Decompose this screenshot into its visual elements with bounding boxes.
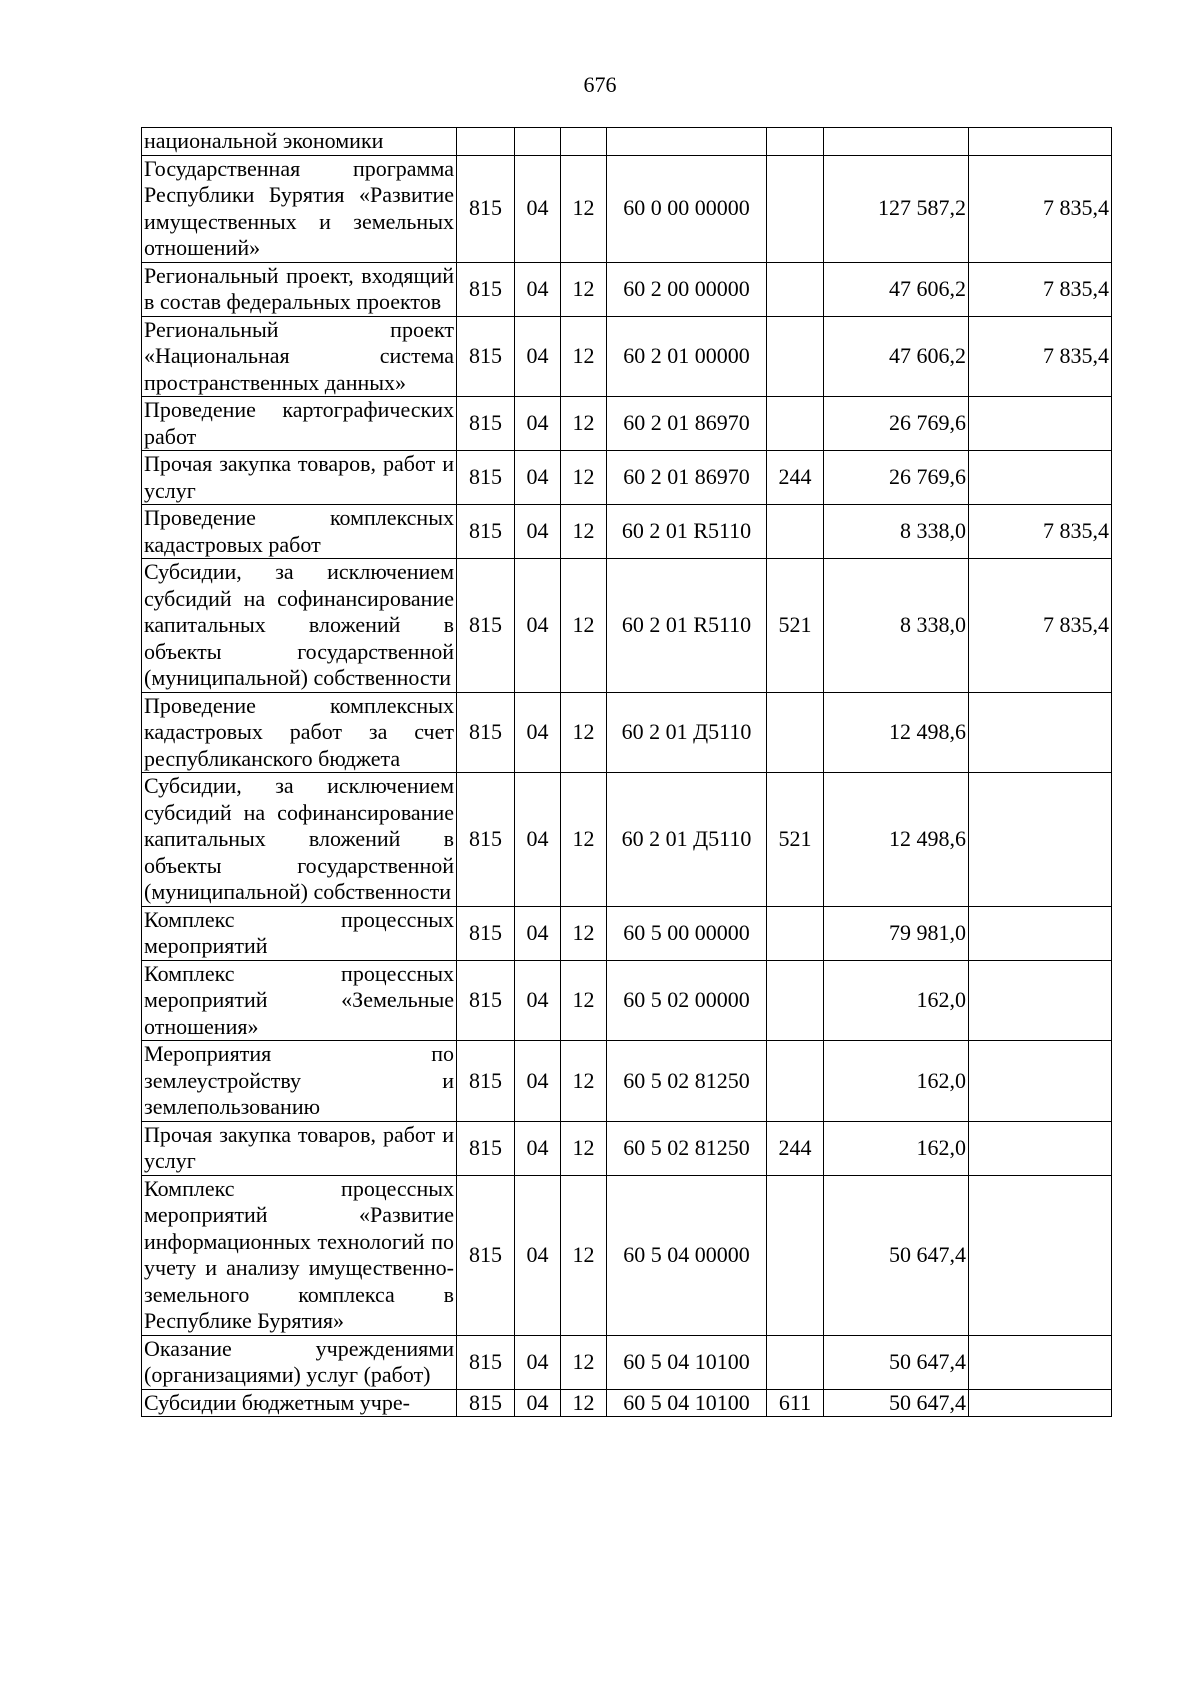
section-code: 04 [515,451,561,505]
federal-amount [969,397,1112,451]
budget-item-name: Субсидии, за исключением субсидий на софинансирование капитальных вложений в объекты государственной (муниципальной) собственности [142,559,457,693]
target-article-code: 60 2 01 86970 [607,451,767,505]
ministry-code: 815 [457,773,515,907]
total-amount: 162,0 [824,1041,969,1122]
subsection-code: 12 [561,960,607,1041]
target-article-code: 60 2 00 00000 [607,262,767,316]
subsection-code [561,128,607,156]
total-amount: 26 769,6 [824,451,969,505]
subsection-code: 12 [561,692,607,773]
target-article-code: 60 5 00 00000 [607,906,767,960]
table-row [142,262,1112,316]
subsection-code: 12 [561,262,607,316]
budget-item-name: Проведение картографических работ [142,397,457,451]
subsection-code: 12 [561,906,607,960]
federal-amount: 7 835,4 [969,559,1112,693]
budget-item-name: Комплекс процессных мероприятий [142,906,457,960]
target-article-code: 60 5 02 81250 [607,1041,767,1122]
budget-table-body [142,128,1112,1417]
subsection-code: 12 [561,1175,607,1335]
budget-item-name: Проведение комплексных кадастровых работ [142,505,457,559]
ministry-code: 815 [457,451,515,505]
expense-type-code [767,906,824,960]
subsection-code: 12 [561,451,607,505]
table-row [142,1175,1112,1335]
federal-amount [969,773,1112,907]
subsection-code: 12 [561,1335,607,1389]
budget-item-name: национальной экономики [142,128,457,156]
total-amount: 127 587,2 [824,155,969,262]
ministry-code: 815 [457,559,515,693]
page-number: 676 [583,72,617,97]
ministry-code: 815 [457,505,515,559]
expense-type-code [767,1335,824,1389]
total-amount: 8 338,0 [824,559,969,693]
total-amount: 162,0 [824,960,969,1041]
table-row [142,773,1112,907]
table-row [142,316,1112,397]
total-amount: 47 606,2 [824,262,969,316]
ministry-code: 815 [457,1335,515,1389]
section-code: 04 [515,906,561,960]
subsection-code: 12 [561,1041,607,1122]
budget-item-name: Субсидии бюджетным учре- [142,1389,457,1417]
section-code: 04 [515,1121,561,1175]
expense-type-code: 244 [767,1121,824,1175]
section-code: 04 [515,1389,561,1417]
ministry-code: 815 [457,1175,515,1335]
total-amount: 8 338,0 [824,505,969,559]
total-amount: 79 981,0 [824,906,969,960]
target-article-code: 60 5 02 81250 [607,1121,767,1175]
budget-item-name: Прочая закупка товаров, работ и услуг [142,1121,457,1175]
target-article-code: 60 2 01 R5110 [607,505,767,559]
table-row [142,1335,1112,1389]
ministry-code: 815 [457,1389,515,1417]
target-article-code: 60 2 01 00000 [607,316,767,397]
total-amount: 162,0 [824,1121,969,1175]
ministry-code: 815 [457,316,515,397]
section-code: 04 [515,773,561,907]
target-article-code: 60 5 02 00000 [607,960,767,1041]
ministry-code: 815 [457,906,515,960]
federal-amount [969,960,1112,1041]
target-article-code: 60 2 01 Д5110 [607,692,767,773]
federal-amount: 7 835,4 [969,262,1112,316]
federal-amount [969,1389,1112,1417]
section-code: 04 [515,1175,561,1335]
table-row [142,906,1112,960]
federal-amount [969,1175,1112,1335]
section-code: 04 [515,1041,561,1122]
total-amount: 47 606,2 [824,316,969,397]
table-row [142,128,1112,156]
subsection-code: 12 [561,1121,607,1175]
ministry-code [457,128,515,156]
subsection-code: 12 [561,505,607,559]
budget-item-name: Оказание учреждениями (организациями) услуг (работ) [142,1335,457,1389]
target-article-code: 60 5 04 00000 [607,1175,767,1335]
budget-item-name: Субсидии, за исключением субсидий на софинансирование капитальных вложений в объекты государственной (муниципальной) собственности [142,773,457,907]
target-article-code: 60 5 04 10100 [607,1389,767,1417]
expense-type-code [767,505,824,559]
expense-type-code: 611 [767,1389,824,1417]
expense-type-code [767,155,824,262]
target-article-code [607,128,767,156]
federal-amount [969,1041,1112,1122]
table-row [142,155,1112,262]
federal-amount [969,128,1112,156]
expense-type-code [767,316,824,397]
expense-type-code [767,692,824,773]
expense-type-code [767,262,824,316]
federal-amount: 7 835,4 [969,316,1112,397]
subsection-code: 12 [561,559,607,693]
total-amount: 12 498,6 [824,773,969,907]
budget-item-name: Мероприятия по землеустройству и землепользованию [142,1041,457,1122]
table-row [142,1121,1112,1175]
federal-amount: 7 835,4 [969,155,1112,262]
expense-type-code [767,128,824,156]
ministry-code: 815 [457,1041,515,1122]
ministry-code: 815 [457,155,515,262]
table-row [142,1041,1112,1122]
target-article-code: 60 0 00 00000 [607,155,767,262]
table-row [142,559,1112,693]
ministry-code: 815 [457,960,515,1041]
section-code: 04 [515,559,561,693]
target-article-code: 60 2 01 86970 [607,397,767,451]
federal-amount [969,692,1112,773]
subsection-code: 12 [561,1389,607,1417]
target-article-code: 60 5 04 10100 [607,1335,767,1389]
total-amount: 50 647,4 [824,1389,969,1417]
subsection-code: 12 [561,773,607,907]
ministry-code: 815 [457,262,515,316]
section-code [515,128,561,156]
expense-type-code [767,960,824,1041]
table-row [142,692,1112,773]
federal-amount [969,1121,1112,1175]
budget-item-name: Комплекс процессных мероприятий «Земельные отношения» [142,960,457,1041]
expense-type-code [767,397,824,451]
section-code: 04 [515,397,561,451]
federal-amount [969,906,1112,960]
budget-item-name: Региональный проект «Национальная система пространственных данных» [142,316,457,397]
federal-amount [969,1335,1112,1389]
federal-amount [969,451,1112,505]
section-code: 04 [515,155,561,262]
table-row [142,397,1112,451]
section-code: 04 [515,316,561,397]
budget-table [141,127,1112,1417]
subsection-code: 12 [561,397,607,451]
ministry-code: 815 [457,692,515,773]
expense-type-code: 521 [767,773,824,907]
total-amount: 12 498,6 [824,692,969,773]
table-row [142,505,1112,559]
total-amount: 50 647,4 [824,1335,969,1389]
subsection-code: 12 [561,155,607,262]
target-article-code: 60 2 01 Д5110 [607,773,767,907]
table-row [142,451,1112,505]
ministry-code: 815 [457,1121,515,1175]
expense-type-code [767,1041,824,1122]
section-code: 04 [515,960,561,1041]
table-row [142,1389,1112,1417]
budget-item-name: Проведение комплексных кадастровых работ за счет республиканского бюджета [142,692,457,773]
expense-type-code: 244 [767,451,824,505]
section-code: 04 [515,1335,561,1389]
section-code: 04 [515,505,561,559]
budget-item-name: Государственная программа Республики Бурятия «Развитие имущественных и земельных отношений» [142,155,457,262]
ministry-code: 815 [457,397,515,451]
section-code: 04 [515,692,561,773]
target-article-code: 60 2 01 R5110 [607,559,767,693]
budget-item-name: Комплекс процессных мероприятий «Развитие информационных технологий по учету и анализу имущественно-земельного комплекса в Республике Бурятия» [142,1175,457,1335]
budget-item-name: Региональный проект, входящий в состав федеральных проектов [142,262,457,316]
subsection-code: 12 [561,316,607,397]
total-amount: 50 647,4 [824,1175,969,1335]
section-code: 04 [515,262,561,316]
table-row [142,960,1112,1041]
total-amount: 26 769,6 [824,397,969,451]
expense-type-code: 521 [767,559,824,693]
expense-type-code [767,1175,824,1335]
budget-item-name: Прочая закупка товаров, работ и услуг [142,451,457,505]
federal-amount: 7 835,4 [969,505,1112,559]
total-amount [824,128,969,156]
